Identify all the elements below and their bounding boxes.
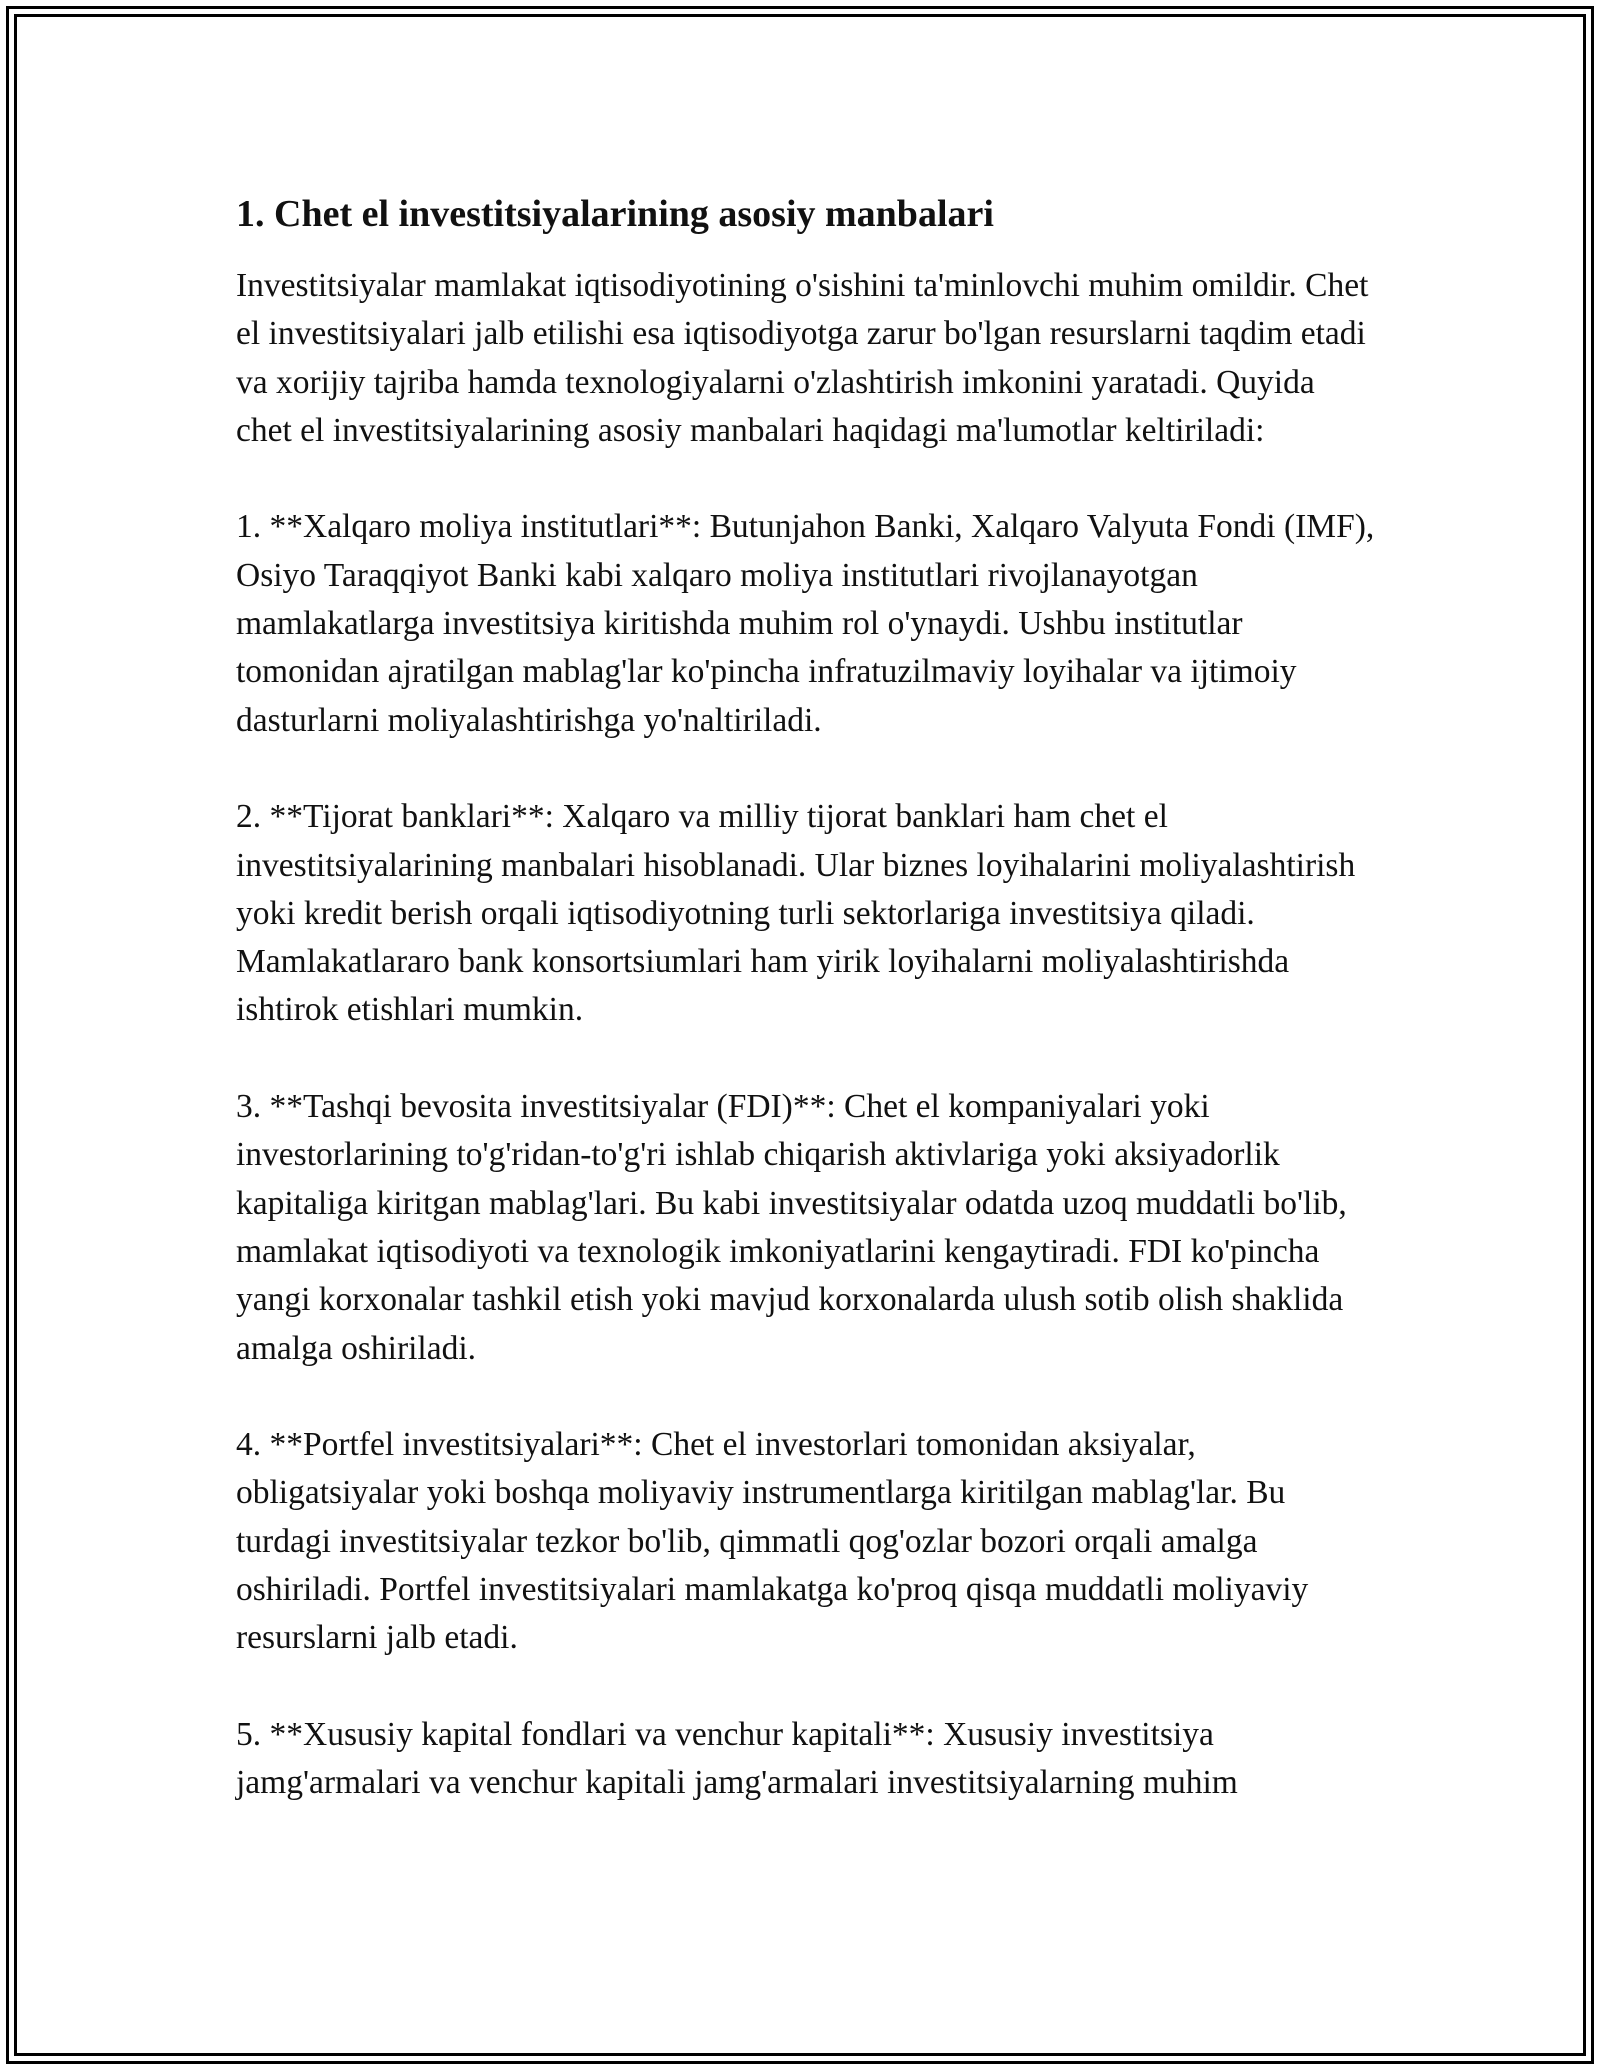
- list-item-international-institutions: 1. **Xalqaro moliya institutlari**: Butunjahon Banki, Xalqaro Valyuta Fondi (IMF), Osiyo Taraqqiyot Banki kabi xalqaro moliya institutlari rivojlanayotgan mamlakatlarga investitsiya kiritishda muhim rol o'ynaydi. Ushbu institutlar tomonidan ajratilgan mablag'lar ko'pincha infratuzilmaviy loyihalar va ijtimoiy dasturlarni moliyalashtirishga yo'naltiriladi.: [236, 508, 1375, 739]
- section-heading: 1. Chet el investitsiyalarining asosiy manbalari: [236, 193, 994, 235]
- intro-paragraph: Investitsiyalar mamlakat iqtisodiyotining o'sishini ta'minlovchi muhim omildir. Chet el investitsiyalari jalb etilishi esa iqtisodiyotga zarur bo'lgan resurslarni taqdim etadi va xorijiy tajriba hamda texnologiyalarni o'zlashtirish imkonini yaratadi. Quyida chet el investitsiyalarining asosiy manbalari haqidagi ma'lumotlar keltiriladi:: [236, 267, 1369, 449]
- document-body: [236, 186, 1376, 1856]
- list-item-commercial-banks: 2. **Tijorat banklari**: Xalqaro va milliy tijorat banklari ham chet el investitsiyalarining manbalari hisoblanadi. Ular biznes loyihalarini moliyalashtirish yoki kredit berish orqali iqtisodiyotning turli sektorlariga investitsiya qiladi. Mamlakatlararo bank konsortsiumlari ham yirik loyihalarni moliyalashtirishda ishtirok etishlari mumkin.: [236, 798, 1356, 1029]
- list-item-fdi: 3. **Tashqi bevosita investitsiyalar (FDI)**: Chet el kompaniyalari yoki investorlarining to'g'ridan-to'g'ri ishlab chiqarish aktivlariga yoki aksiyadorlik kapitaliga kiritgan mablag'lari. Bu kabi investitsiyalar odatda uzoq muddatli bo'lib, mamlakat iqtisodiyoti va texnologik imkoniyatlarini kengaytiradi. FDI ko'pincha yangi korxonalar tashkil etish yoki mavjud korxonalarda ulush sotib olish shaklida amalga oshiriladi.: [236, 1088, 1347, 1367]
- list-item-portfolio-investments: 4. **Portfel investitsiyalari**: Chet el investorlari tomonidan aksiyalar, obligatsiyalar yoki boshqa moliyaviy instrumentlarga kiritilgan mablag'lar. Bu turdagi investitsiyalar tezkor bo'lib, qimmatli qog'ozlar bozori orqali amalga oshiriladi. Portfel investitsiyalari mamlakatga ko'proq qisqa muddatli moliyaviy resurslarni jalb etadi.: [236, 1426, 1309, 1657]
- list-item-private-equity: 5. **Xususiy kapital fondlari va venchur kapitali**: Xususiy investitsiya jamg'armalari va venchur kapitali jamg'armalari investitsiyalarning muhim: [236, 1715, 1238, 1802]
